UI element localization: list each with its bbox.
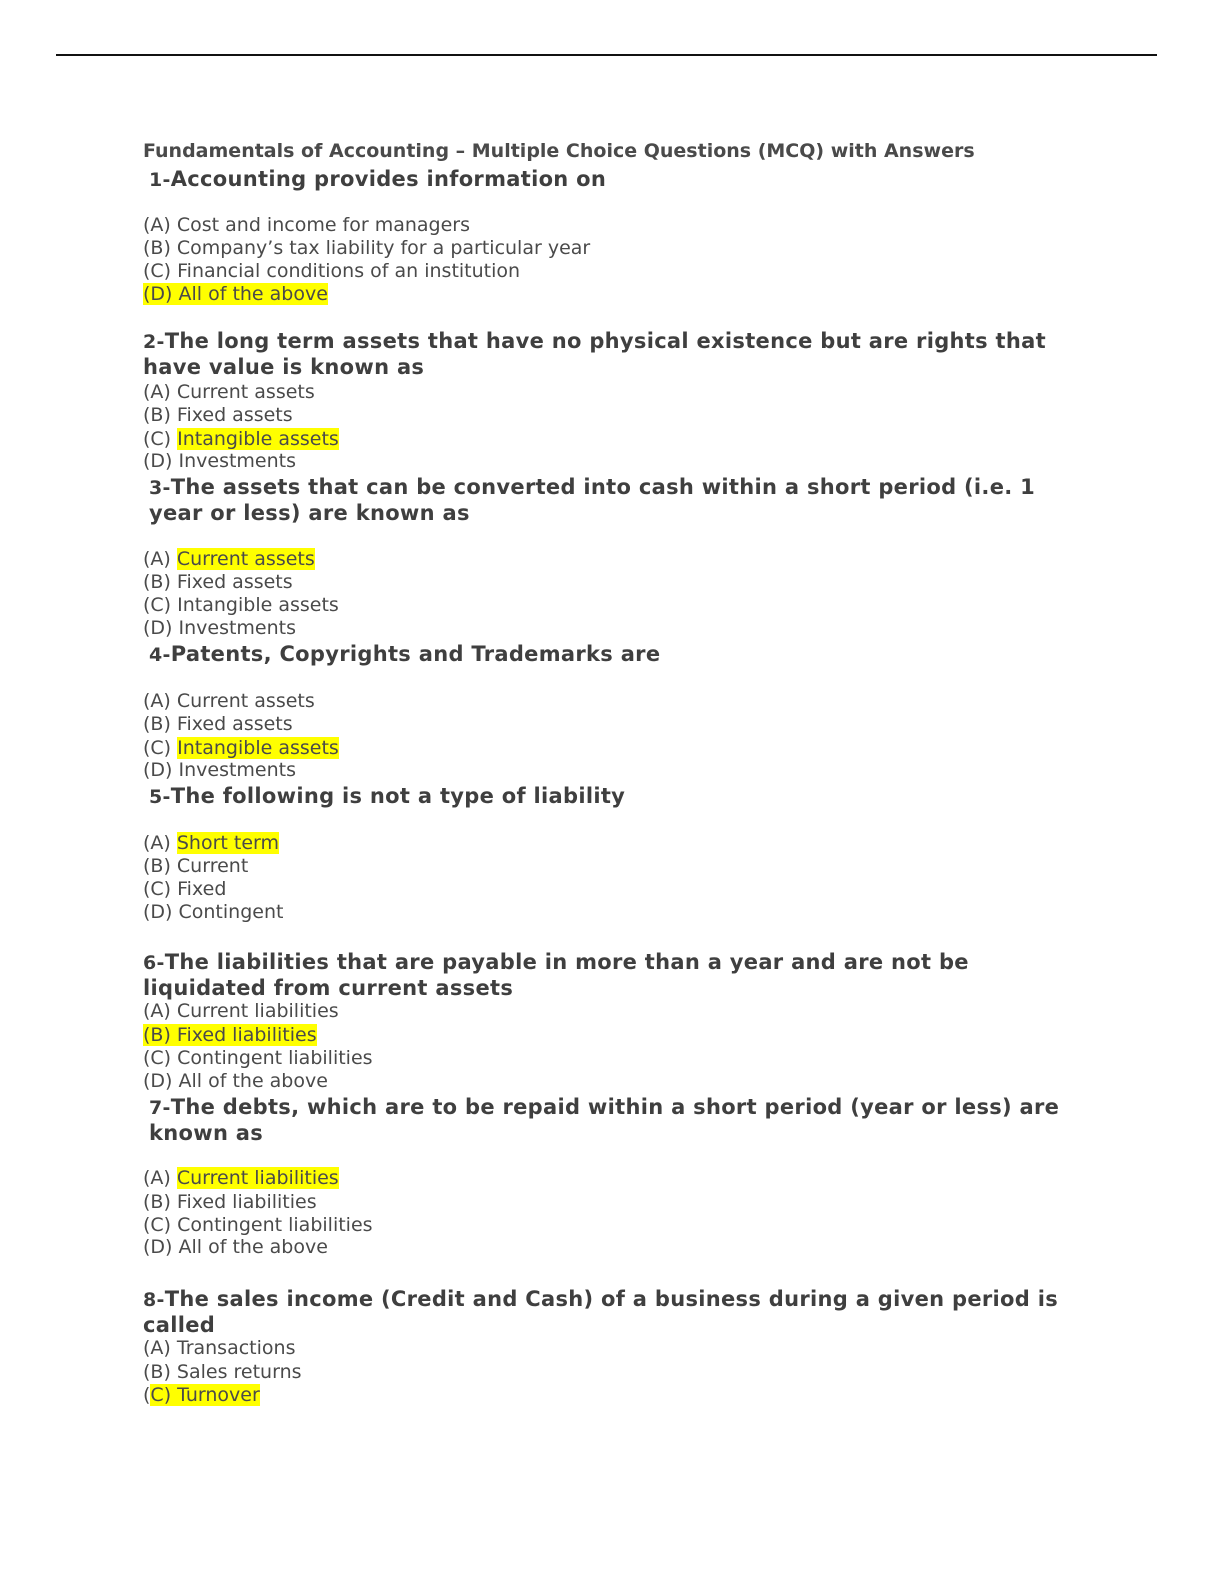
question-7 xyxy=(143,1095,1089,1146)
question-number: 4- xyxy=(149,644,171,666)
question-1 xyxy=(143,167,1089,193)
option-2b: (B) Fixed assets xyxy=(143,404,293,426)
option-5d: (D) Contingent xyxy=(143,901,284,923)
option-1b: (B) Company’s tax liability for a particular year xyxy=(143,237,591,259)
question-6 xyxy=(143,950,1083,1001)
question-number: 3- xyxy=(149,477,171,499)
question-number: 1- xyxy=(149,169,171,191)
question-number: 8- xyxy=(143,1289,165,1311)
answer-highlight: Current assets xyxy=(176,548,315,570)
option-5a: (A) Short term xyxy=(143,832,280,854)
option-6d: (D) All of the above xyxy=(143,1070,328,1092)
question-text: The sales income (Credit and Cash) of a business during a given period is called xyxy=(143,1287,1058,1337)
option-4b: (B) Fixed assets xyxy=(143,713,293,735)
answer-highlight: Short term xyxy=(176,832,280,854)
option-7d: (D) All of the above xyxy=(143,1236,328,1258)
question-text: Accounting provides information on xyxy=(170,167,607,191)
question-text: The following is not a type of liability xyxy=(170,784,626,808)
question-5 xyxy=(143,784,1089,810)
question-8 xyxy=(143,1287,1083,1338)
question-text: The liabilities that are payable in more than a year and are not be liquidated from current assets xyxy=(143,950,969,1000)
option-3b: (B) Fixed assets xyxy=(143,571,293,593)
question-number: 2- xyxy=(143,331,165,353)
document-title: Fundamentals of Accounting – Multiple Choice Questions (MCQ) with Answers xyxy=(143,140,975,162)
answer-highlight: (B) Fixed liabilities xyxy=(143,1024,317,1046)
question-text: The long term assets that have no physical existence but are rights that have value is known as xyxy=(143,329,1046,379)
option-6b xyxy=(143,1024,317,1047)
option-3d: (D) Investments xyxy=(143,617,297,639)
option-2d: (D) Investments xyxy=(143,450,297,472)
question-text: The debts, which are to be repaid within a short period (year or less) are known as xyxy=(149,1095,1060,1145)
option-3c: (C) Intangible assets xyxy=(143,594,339,616)
option-6c: (C) Contingent liabilities xyxy=(143,1047,373,1069)
answer-highlight: C) Turnover xyxy=(150,1384,260,1406)
question-2 xyxy=(143,329,1083,380)
option-7a: (A) Current liabilities xyxy=(143,1167,339,1189)
question-text: The assets that can be converted into cash within a short period (i.e. 1 year or less) are known as xyxy=(149,475,1036,525)
question-3 xyxy=(143,475,1089,526)
question-text: Patents, Copyrights and Trademarks are xyxy=(170,642,661,666)
option-7c: (C) Contingent liabilities xyxy=(143,1214,373,1236)
option-3a: (A) Current assets xyxy=(143,548,315,570)
option-8a: (A) Transactions xyxy=(143,1337,296,1359)
option-2c: (C) Intangible assets xyxy=(143,428,339,450)
question-number: 6- xyxy=(143,952,165,974)
answer-highlight: (D) All of the above xyxy=(143,283,328,305)
question-number: 5- xyxy=(149,786,171,808)
option-2a: (A) Current assets xyxy=(143,381,315,403)
option-8b: (B) Sales returns xyxy=(143,1361,302,1383)
option-8c: (C) Turnover xyxy=(143,1384,260,1406)
option-1a: (A) Cost and income for managers xyxy=(143,214,471,236)
option-6a: (A) Current liabilities xyxy=(143,1000,339,1022)
question-number: 7- xyxy=(149,1097,171,1119)
option-7b: (B) Fixed liabilities xyxy=(143,1191,317,1213)
answer-highlight: Intangible assets xyxy=(177,737,339,759)
option-4c: (C) Intangible assets xyxy=(143,737,339,759)
option-5b: (B) Current xyxy=(143,855,249,877)
answer-highlight: Current liabilities xyxy=(176,1167,339,1189)
option-1c: (C) Financial conditions of an institution xyxy=(143,260,521,282)
option-1d xyxy=(143,283,328,306)
question-4 xyxy=(143,642,1089,668)
option-4a: (A) Current assets xyxy=(143,690,315,712)
option-5c: (C) Fixed xyxy=(143,878,227,900)
answer-highlight: Intangible assets xyxy=(177,428,339,450)
top-rule xyxy=(56,54,1157,56)
option-4d: (D) Investments xyxy=(143,759,297,781)
